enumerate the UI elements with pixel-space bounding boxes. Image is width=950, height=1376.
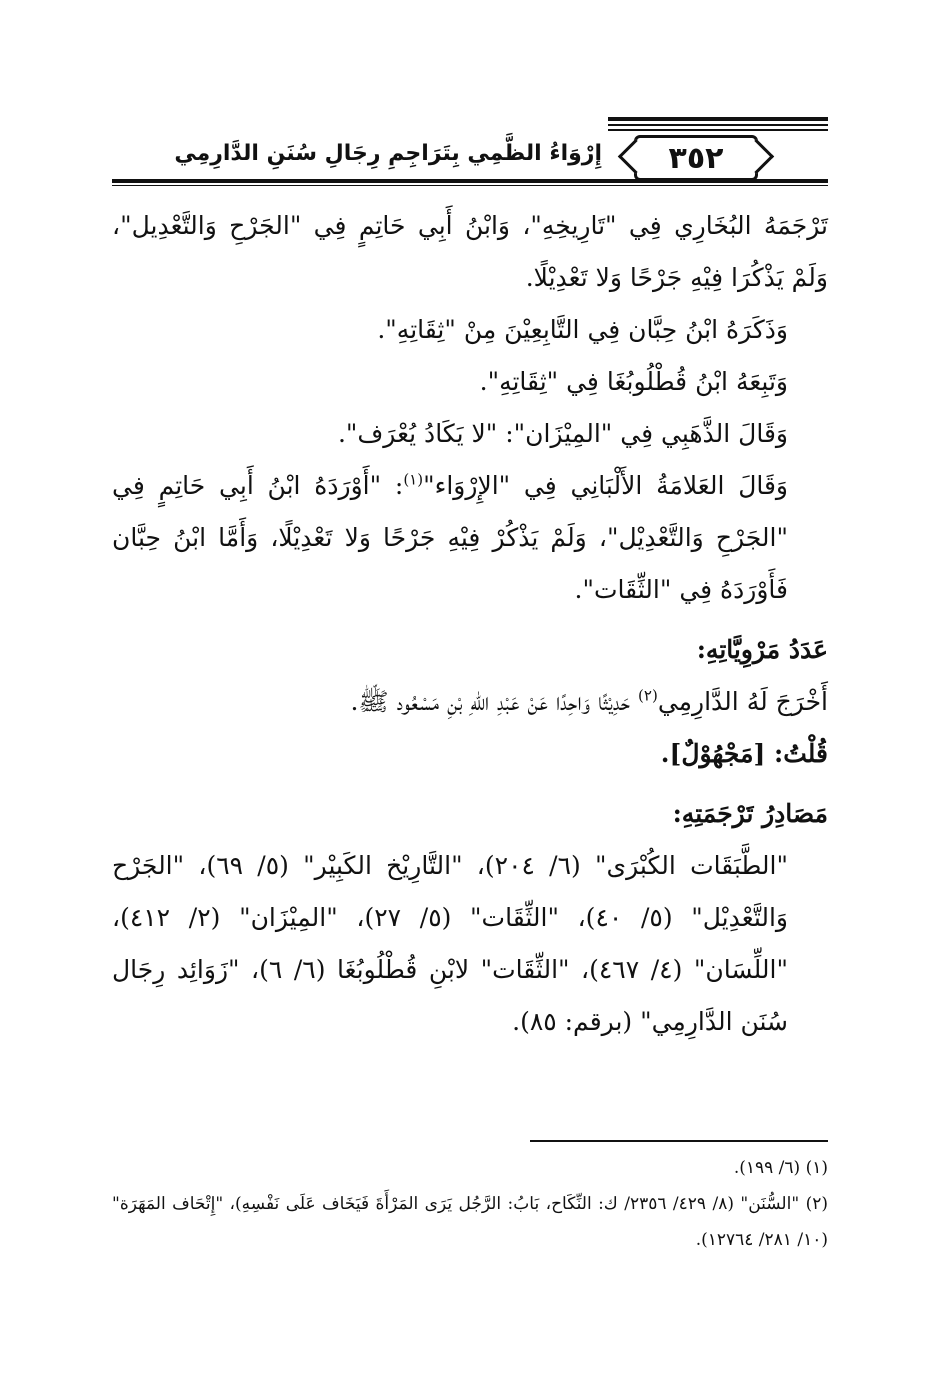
paragraph: وَقَالَ الذَّهَبِي فِي "المِيْزَان": "لا يَكَادُ يُعْرَف".: [337, 419, 788, 448]
paragraph: وَتَبِعَهُ ابْنُ قُطْلُوبُغَا فِي "ثِقَاتِهِ".: [479, 367, 788, 396]
main-text: [112, 200, 828, 1048]
paragraph: [112, 460, 828, 616]
section-heading: عَدَدُ مَرْوِيَّاتِهِ:: [696, 635, 828, 664]
running-title: إِرْوَاءُ الظَّمِي بِتَرَاجِمِ رِجَالِ سُنَنِ الدَّارِمِي: [174, 141, 602, 166]
paragraph-text: حَدِيْثًا وَاحِدًا عَنْ عَبْدِ اللهِ بْنِ مَسْعُود ﷺ.: [350, 687, 639, 716]
footnotes: [112, 1150, 828, 1258]
header-top-rules: [608, 117, 828, 134]
paragraph-text: أَخْرَجَ لَهُ الدَّارِمِي: [657, 687, 828, 716]
section-heading: مَصَادِرُ تَرْجَمَتِهِ:: [672, 799, 828, 828]
paragraph-text: وَقَالَ العَلامَةُ الأَلْبَانِي فِي "الإِرْوَاء": [423, 471, 788, 500]
footnote-ref: (١): [403, 470, 424, 489]
paragraph-text: : "أَوْرَدَهُ ابْنُ أَبِي حَاتِمٍ فِي "الجَرْحِ وَالتَّعْدِيْل"، وَلَمْ يَذْكُرْ فِيْهِ جَرْحًا وَلا تَعْدِيْلًا، وَأَمَّا ابْنُ حِبَّان فَأَوْرَدَهُ فِي "الثِّقَات".: [112, 471, 788, 604]
paragraph: [112, 676, 828, 728]
page-number: ٣٥٢: [634, 135, 758, 181]
footnote-separator: [530, 1140, 828, 1142]
footnote: (١) (٦/ ١٩٩).: [733, 1158, 828, 1178]
header-rule: [112, 179, 828, 183]
footnote: (٢) "السُّنَن" (٨/ ٤٢٩/ ٢٣٥٦/ ك: النِّكَاح، بَابُ: الرَّجُل يَرَى المَرْأَةَ فَيَخَاف عَلَى نَفْسِهِ)، "إِتْحَاف المَهَرَة" (١٠/ ٢٨١/ ١٢٧٦٤).: [112, 1194, 828, 1250]
verdict: قُلْتُ: [مَجْهُوْلٌ].: [660, 739, 828, 768]
paragraph: تَرْجَمَهُ البُخَارِي فِي "تَارِيخِهِ"، وَابْنُ أَبِي حَاتِمٍ فِي "الجَرْحِ وَالتَّعْدِيل"، وَلَمْ يَذْكُرَا فِيْهِ جَرْحًا وَلا تَعْدِيْلًا.: [112, 211, 828, 292]
footnote-ref: (٢): [638, 686, 658, 705]
paragraph: وَذَكَرَهُ ابْنُ حِبَّان فِي التَّابِعِيْنَ مِنْ "ثِقَاتِهِ".: [377, 315, 788, 344]
page-header: [112, 115, 828, 185]
header-rule-thin: [112, 185, 828, 186]
paragraph: "الطَّبَقَات الكُبْرَى" (٦/ ٢٠٤)، "التَّارِيْخ الكَبِيْر" (٥/ ٦٩)، "الجَرْح وَالتَّعْدِيْل" (٥/ ٤٠)، "الثِّقَات" (٥/ ٢٧)، "المِيْزَان" (٢/ ٤١٢)، "اللِّسَان" (٤/ ٤٦٧)، "الثِّقَات" لابْنِ قُطْلُوبُغَا (٦/ ٦)، "زَوَائِد رِجَال سُنَن الدَّارِمِي" (برقم: ٨٥).: [112, 851, 788, 1036]
